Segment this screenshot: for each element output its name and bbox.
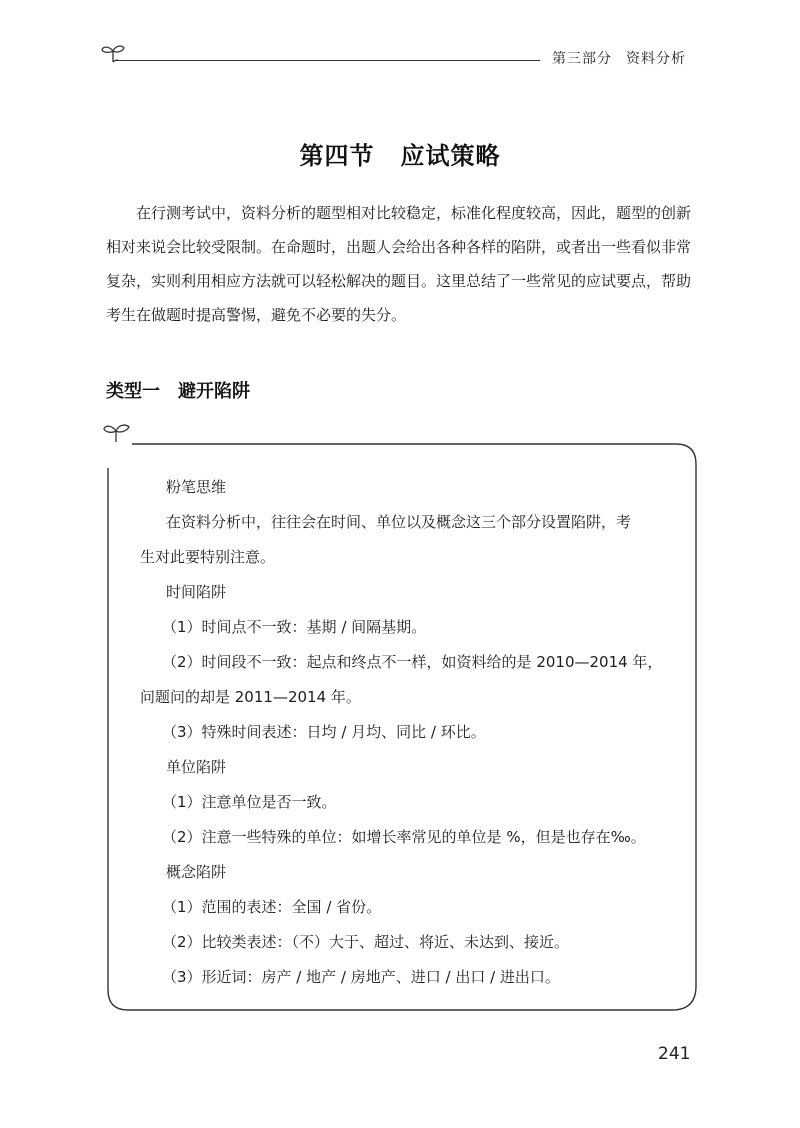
part-label: 第三部分 — [552, 51, 612, 67]
time-trap-heading: 时间陷阱 — [166, 583, 227, 601]
section-title — [0, 136, 800, 171]
box-heading: 粉笔思维 — [166, 478, 227, 496]
list-item: （3）特殊时间表述：日均 / 月均、同比 / 环比。 — [162, 723, 486, 741]
list-item: （2）注意一些特殊的单位：如增长率常见的单位是 %，但是也存在‰。 — [162, 828, 646, 846]
type-heading — [106, 377, 250, 403]
list-item: （1）范围的表述：全国 / 省份。 — [162, 898, 382, 916]
type-label: 类型一 — [106, 381, 160, 402]
section-number: 第四节 — [299, 142, 375, 170]
list-item-continuation: 问题问的却是 2011—2014 年。 — [140, 688, 361, 706]
running-header — [552, 48, 686, 68]
concept-trap-heading: 概念陷阱 — [166, 863, 227, 881]
intro-paragraph — [106, 196, 696, 332]
tip-box-content — [140, 470, 680, 995]
box-intro-line: 生对此要特别注意。 — [140, 548, 276, 566]
type-title: 避开陷阱 — [178, 381, 250, 402]
list-item: （2）比较类表述：（不）大于、超过、将近、未达到、接近。 — [162, 933, 570, 951]
list-item: （3）形近词：房产 / 地产 / 房地产、进口 / 出口 / 进出口。 — [162, 968, 560, 986]
list-item: （1）时间点不一致：基期 / 间隔基期。 — [162, 618, 427, 636]
header-rule — [116, 60, 540, 61]
page-number: 241 — [658, 1044, 691, 1064]
list-item: （2）时间段不一致：起点和终点不一样，如资料给的是 2010—2014 年， — [162, 653, 663, 671]
box-intro-line: 在资料分析中，往往会在时间、单位以及概念这三个部分设置陷阱，考 — [166, 513, 632, 531]
list-item: （1）注意单位是否一致。 — [162, 793, 337, 811]
section-name: 应试策略 — [400, 142, 501, 170]
intro-text: 在行测考试中，资料分析的题型相对比较稳定，标准化程度较高，因此，题型的创新相对来说会比较受限制。在命题时，出题人会给出各种各样的陷阱，或者出一些看似非常复杂，实则利用相应方法就可以轻松解决的题目。这里总结了一些常见的应试要点，帮助考生在做题时提高警惕，避免不必要的失分。 — [106, 204, 692, 324]
unit-trap-heading: 单位陷阱 — [166, 758, 227, 776]
chapter-label: 资料分析 — [626, 51, 686, 67]
